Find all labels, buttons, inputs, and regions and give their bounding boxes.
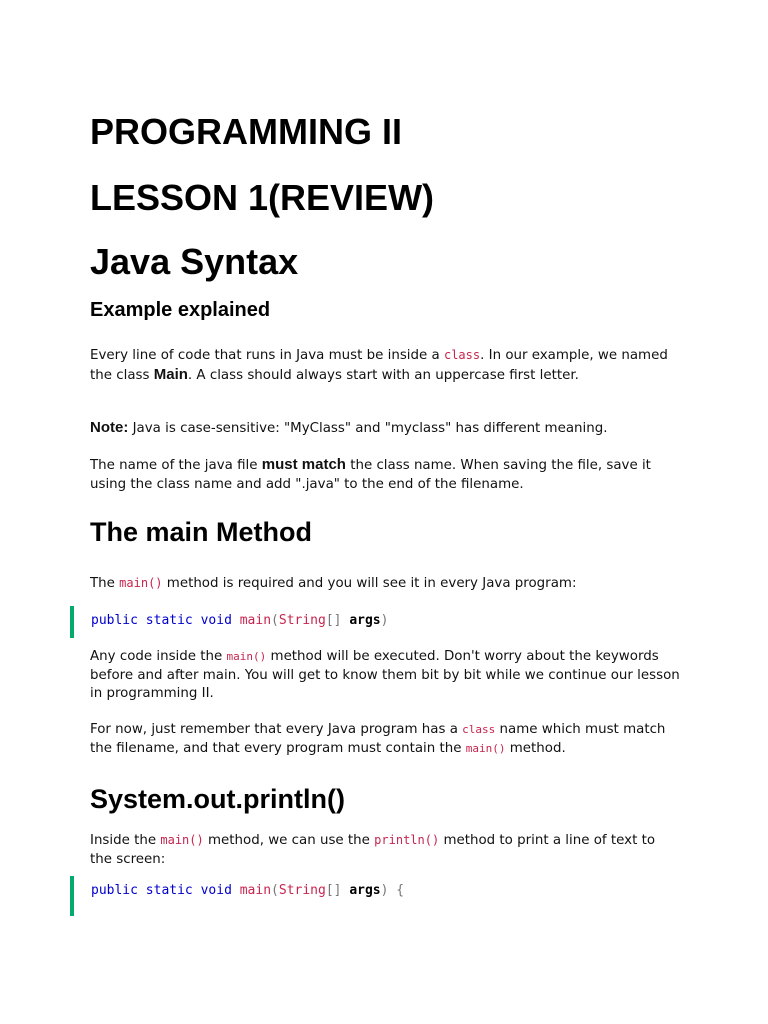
inline-code-main: main() (119, 576, 163, 590)
title-line-3: Java Syntax (90, 241, 299, 282)
paragraph-file-name: The name of the java file must match the class name. When saving the file, save it using the class name and add ".java" to the end of the filename. (90, 456, 651, 492)
paragraph-println: Inside the main() method, we can use the println() method to print a line of text to the screen: (90, 833, 656, 867)
main-method-heading: The main Method (90, 517, 312, 547)
inline-code-main: main() (226, 650, 267, 663)
println-heading: System.out.println() (90, 784, 345, 814)
inline-code-class: class (443, 348, 481, 362)
inline-code-main: main() (465, 741, 506, 755)
paragraph-main-required: The main() method is required and you will see it in every Java program: (90, 576, 577, 591)
paragraph-main-executed: Any code inside the main() method will be executed. Don't worry about the keywords before and after main. You will get to know them bit by bit while we continue our lesson in programming II. (90, 649, 680, 701)
inline-code-class: class (462, 723, 496, 736)
example-heading: Example explained (90, 299, 271, 321)
paragraph-class-intro: Every line of code that runs in Java must be inside a class. In our example, we named the class Main. A class should always start with an uppercase first letter. (90, 348, 668, 383)
code-block-main-open: public static void main(String[] args) { (70, 876, 674, 916)
paragraph-note: Note: Java is case-sensitive: "MyClass" and "myclass" has different meaning. (90, 419, 608, 436)
code-block-main-signature: public static void main(String[] args) (70, 606, 674, 638)
inline-code-main: main() (160, 833, 204, 847)
title-line-1: PROGRAMMING II (90, 111, 402, 152)
paragraph-class-filename: For now, just remember that every Java program has a class name which must match the filename, and that every program must contain the main() method. (90, 722, 666, 756)
title-line-2: LESSON 1(REVIEW) (90, 177, 435, 218)
inline-code-println: println() (374, 833, 440, 847)
